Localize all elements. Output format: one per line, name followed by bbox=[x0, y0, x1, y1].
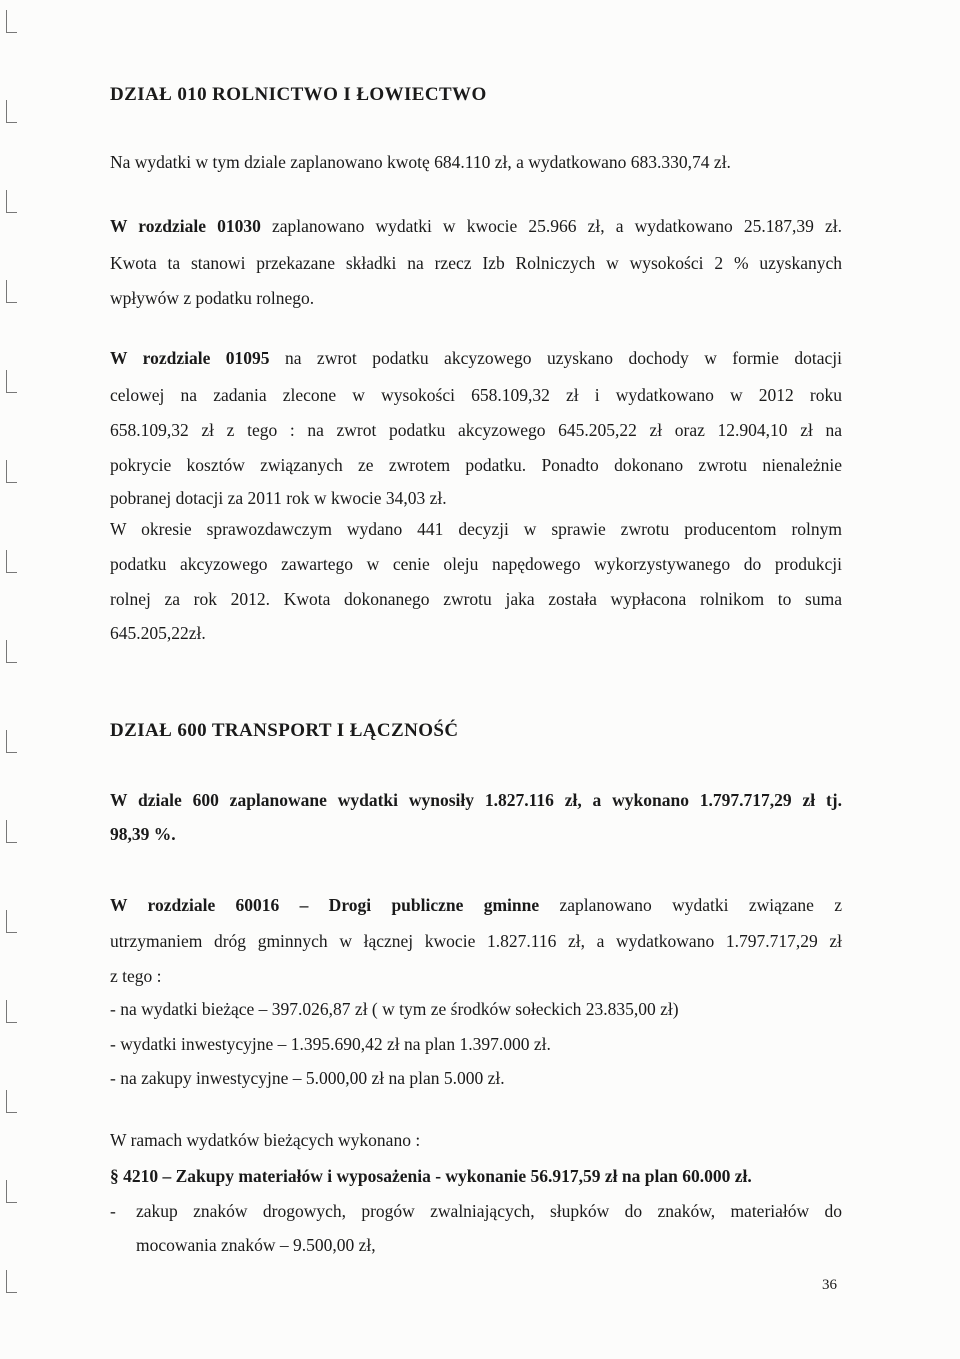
paragraph-rozdzial-01095-line1: W rozdziale 01095 na zwrot podatku akcyzowego uzyskano dochody w formie dotacji bbox=[110, 348, 842, 368]
paragraph-rozdzial-01095-line3: 658.109,32 zł z tego : na zwrot podatku akcyzowego 645.205,22 zł oraz 12.904,10 zł na bbox=[110, 420, 842, 440]
list-bullet: - bbox=[110, 1201, 116, 1221]
rozdzial-60016-label: W rozdziale 60016 – Drogi publiczne gminne bbox=[110, 895, 540, 915]
heading-dzial-600: DZIAŁ 600 TRANSPORT I ŁĄCZNOŚĆ bbox=[110, 720, 459, 741]
paragraph-rozdzial-01030-line2: Kwota ta stanowi przekazane składki na rzecz Izb Rolniczych w wysokości 2 % uzyskanych bbox=[110, 253, 842, 273]
paragraph-rozdzial-60016-line2: utrzymaniem dróg gminnych w łącznej kwocie 1.827.116 zł, a wydatkowano 1.797.717,29 zł bbox=[110, 931, 842, 951]
paragraph-4210-heading: § 4210 – Zakupy materiałów i wyposażenia - wykonanie 56.917,59 zł na plan 60.000 zł. bbox=[110, 1166, 752, 1186]
list-item: - wydatki inwestycyjne – 1.395.690,42 zł na plan 1.397.000 zł. bbox=[110, 1034, 551, 1054]
paragraph-rozdzial-60016-line3: z tego : bbox=[110, 966, 162, 986]
paragraph-rozdzial-01030-line3: wpływów z podatku rolnego. bbox=[110, 288, 315, 308]
heading-dzial-010: DZIAŁ 010 ROLNICTWO I ŁOWIECTWO bbox=[110, 84, 487, 105]
paragraph-rozdzial-01030-line1: W rozdziale 01030 zaplanowano wydatki w kwocie 25.966 zł, a wydatkowano 25.187,39 zł. bbox=[110, 216, 842, 236]
rozdzial-01030-label: W rozdziale 01030 bbox=[110, 216, 261, 236]
paragraph-dzial-600-summary-line2: 98,39 %. bbox=[110, 824, 176, 844]
list-item: - na zakupy inwestycyjne – 5.000,00 zł na plan 5.000 zł. bbox=[110, 1068, 505, 1088]
paragraph-decyzje-line3: rolnej za rok 2012. Kwota dokonanego zwrotu jaka została wypłacona rolnikom to suma bbox=[110, 589, 842, 609]
paragraph-dzial-600-summary-line1: W dziale 600 zaplanowane wydatki wynosiły 1.827.116 zł, a wykonano 1.797.717,29 zł tj. bbox=[110, 790, 842, 810]
paragraph-decyzje-line2: podatku akcyzowego zawartego w cenie oleju napędowego wykorzystywanego do produkcji bbox=[110, 554, 842, 574]
paragraph-decyzje-line4: 645.205,22zł. bbox=[110, 623, 206, 643]
paragraph-current-expenses-intro: W ramach wydatków bieżących wykonano : bbox=[110, 1130, 421, 1150]
rozdzial-01095-label: W rozdziale 01095 bbox=[110, 348, 270, 368]
paragraph-znaki-line2: mocowania znaków – 9.500,00 zł, bbox=[136, 1235, 376, 1255]
paragraph-dzial-010-summary: Na wydatki w tym dziale zaplanowano kwotę 684.110 zł, a wydatkowano 683.330,74 zł. bbox=[110, 152, 731, 172]
paragraph-rozdzial-60016-line1: W rozdziale 60016 – Drogi publiczne gminne zaplanowano wydatki związane z bbox=[110, 895, 842, 915]
paragraph-rozdzial-01095-line4: pokrycie kosztów związanych ze zwrotem podatku. Ponadto dokonano zwrotu nienależnie bbox=[110, 455, 842, 475]
paragraph-rozdzial-01095-line5: pobranej dotacji za 2011 rok w kwocie 34,03 zł. bbox=[110, 488, 447, 508]
list-item: - na wydatki bieżące – 397.026,87 zł ( w tym ze środków sołeckich 23.835,00 zł) bbox=[110, 999, 679, 1019]
paragraph-znaki-line1: zakup znaków drogowych, progów zwalniających, słupków do znaków, materiałów do bbox=[136, 1201, 842, 1221]
paragraph-rozdzial-01095-line2: celowej na zadania zlecone w wysokości 658.109,32 zł i wydatkowano w 2012 roku bbox=[110, 385, 842, 405]
page-number: 36 bbox=[822, 1277, 837, 1293]
binding-margin bbox=[0, 0, 40, 1359]
paragraph-decyzje-line1: W okresie sprawozdawczym wydano 441 decyzji w sprawie zwrotu producentom rolnym bbox=[110, 519, 842, 539]
